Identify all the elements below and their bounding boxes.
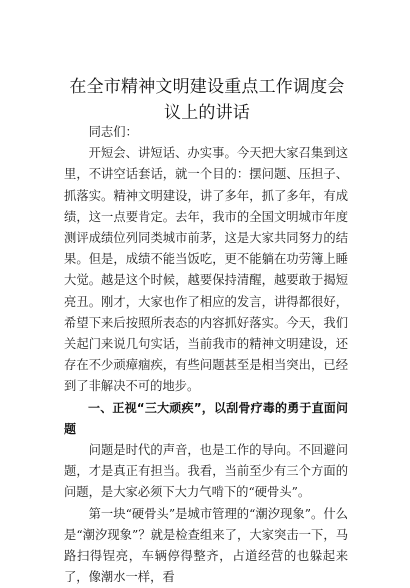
document-title: 在全市精神文明建设重点工作调度会议上的讲话 — [69, 77, 345, 123]
paragraph-intro: 开短会、讲短话、办实事。今天把大家召集到这里，不讲空话套话，就一个目的：摆问题、压担子、抓落实。精神文明建设，讲了多年，抓了多年，有成绩，这一点要肯定。去年，我市的全国文明城市年度测评成绩位列同类城市前茅，这是大家共同努力的结果。但是，成绩不能当饭吃，更不能躺在功劳簿上睡大觉。越是这个时候，越要保持清醒，越要敢于揭短亮丑。刚才，大家也作了相应的发言，讲得都很好，希望下来后按照所表态的内容抓好落实。今天，我们关起门来说几句实话，当前我市的精神文明建设，还存在不少顽瘴痼疾，有些问题甚至是相当突出，已经到了非解决不可的地步。 — [64, 146, 348, 394]
paragraph-section-2: 第一块“硬骨头”是城市管理的“潮汐现象”。什么是“潮汐现象”？就是检查组来了，大家突击一下，马路扫得锃亮，车辆停得整齐，占道经营的也躲起来了，像潮水一样，看 — [64, 506, 348, 585]
paragraph-section-1: 问题是时代的声音，也是工作的导向。不回避问题，才是真正有担当。我看，当前至少有三个方面的问题，是大家必须下大力气啃下的“硬骨头”。 — [64, 443, 348, 500]
document-body — [64, 122, 348, 588]
salutation: 同志们： — [88, 125, 138, 139]
section-heading: 一、正视“三大顽疾”，以刮骨疗毒的勇于直面问题 — [64, 400, 348, 436]
